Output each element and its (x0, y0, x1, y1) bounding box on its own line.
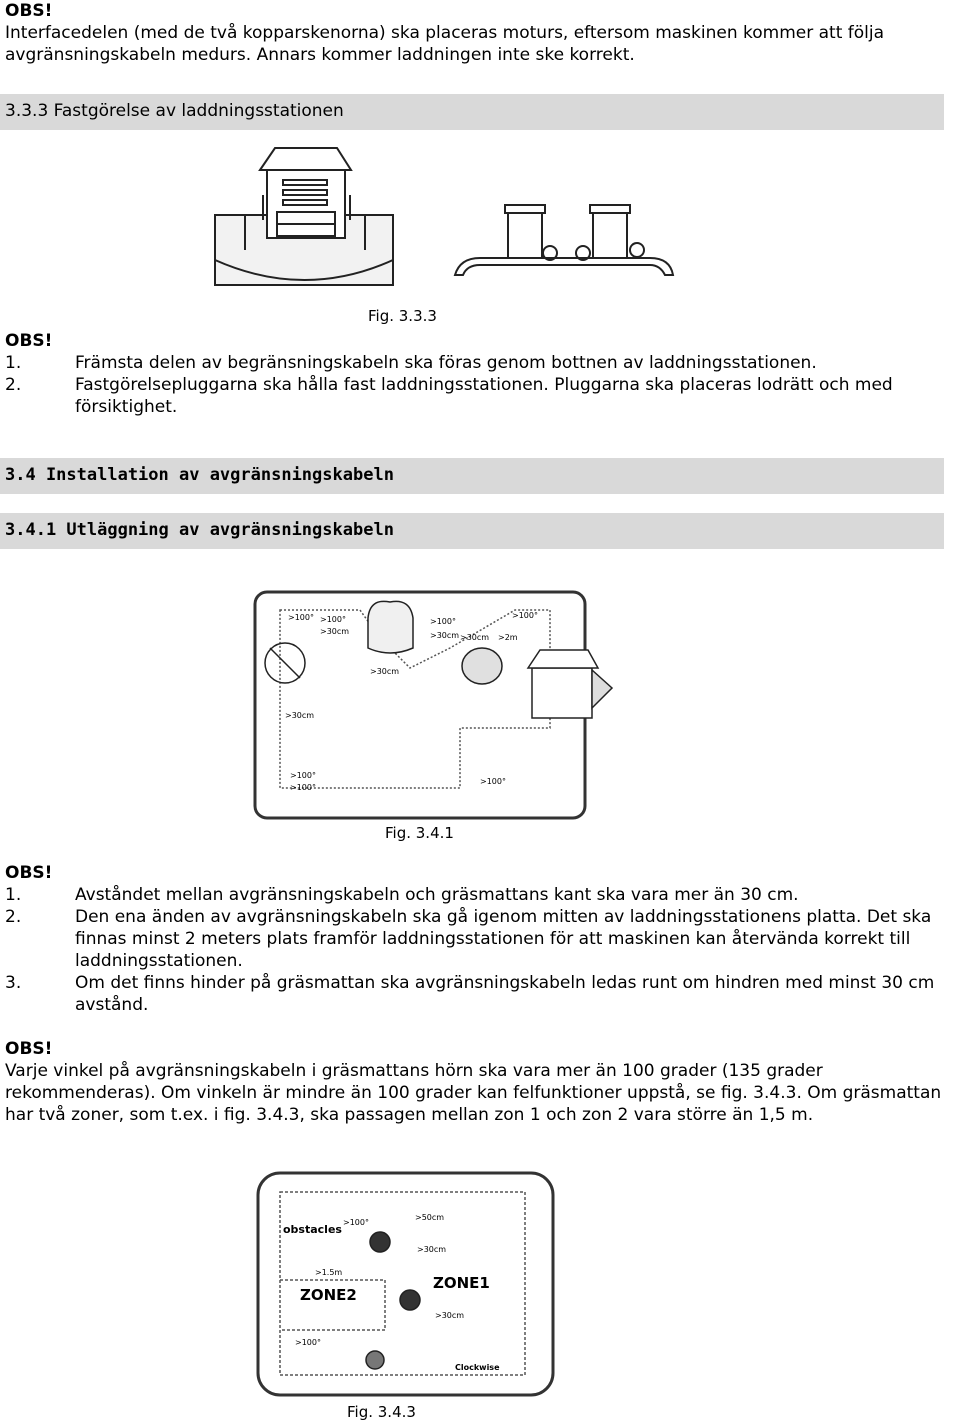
obs-heading-top: OBS! (5, 1, 53, 21)
fig-333-caption: Fig. 3.3.3 (368, 307, 437, 325)
obs-angle-text: Varje vinkel på avgränsningskabeln i gräsmattans hörn ska vara mer än 100 grader (135 grader rekommenderas). Om vinkeln är mindre än 100 grader kan felfunktioner uppstå, se fig. 3.4.3. Om gräsmattan har två zoner, som t.ex. i fig. 3.4.3, ska passagen mellan zon 1 och zon 2 vara större än 1,5 m. (5, 1061, 942, 1125)
label-angle: >100° (290, 771, 316, 780)
section-bar-34 (0, 458, 944, 494)
label-distance: >30cm (320, 627, 350, 636)
fig-341-caption: Fig. 3.4.1 (385, 824, 454, 842)
station-side-view-drawing (455, 205, 673, 275)
label-distance: >30cm (370, 667, 400, 676)
label-angle: >100° (512, 611, 538, 620)
label-angle: >100° (288, 613, 314, 622)
label-angle: >100° (343, 1218, 369, 1227)
label-zone2: ZONE2 (300, 1286, 357, 1304)
top-note-text: Interfacedelen (med de två kopparskenorna) ska placeras moturs, eftersom maskinen kommer att följa avgränsningskabeln medurs. Annars kommer laddningen inte ske korrekt. (5, 23, 885, 65)
section-bar-333 (0, 94, 944, 130)
label-zone1: ZONE1 (433, 1274, 490, 1292)
list-item-text: Fastgörelsepluggarna ska hålla fast laddningsstationen. Pluggarna ska placeras lodrätt och med försiktighet. (75, 375, 893, 417)
obs-list-341 (5, 884, 955, 1016)
label-angle: >100° (320, 615, 346, 624)
list-item-number: 3. (5, 973, 22, 993)
list-item (5, 972, 955, 1016)
label-distance: >30cm (435, 1311, 465, 1320)
list-item-number: 2. (5, 375, 22, 395)
label-angle: >100° (430, 617, 456, 626)
obs-list-333 (5, 352, 955, 418)
label-distance: >30cm (460, 633, 490, 642)
list-item-number: 1. (5, 353, 22, 373)
label-distance: >30cm (417, 1245, 447, 1254)
label-distance: >50cm (415, 1213, 445, 1222)
label-angle: >100° (290, 783, 316, 792)
obs-heading-341: OBS! (5, 863, 53, 883)
obs-heading-333: OBS! (5, 331, 53, 351)
label-angle: >100° (480, 777, 506, 786)
label-distance: >30cm (285, 711, 315, 720)
section-title-341: 3.4.1 Utläggning av avgränsningskabeln (5, 520, 394, 540)
list-item-text: Om det finns hinder på gräsmattan ska avgränsningskabeln ledas runt om hindren med minst 30 cm avstånd. (75, 973, 935, 1015)
label-angle: >100° (295, 1338, 321, 1347)
label-distance: >1.5m (315, 1268, 343, 1277)
fig-343-caption: Fig. 3.4.3 (347, 1403, 416, 1421)
section-title-333: 3.3.3 Fastgörelse av laddningsstationen (5, 101, 344, 121)
section-title-34: 3.4 Installation av avgränsningskabeln (5, 465, 394, 485)
list-item (5, 374, 955, 418)
section-bar-341 (0, 513, 944, 549)
label-clockwise: Clockwise (455, 1363, 500, 1372)
list-item (5, 906, 955, 972)
obs-heading-angle: OBS! (5, 1039, 53, 1059)
list-item-number: 2. (5, 907, 22, 927)
list-item-text: Främsta delen av begränsningskabeln ska föras genom bottnen av laddningsstationen. (75, 353, 817, 373)
list-item-text: Avståndet mellan avgränsningskabeln och gräsmattans kant ska vara mer än 30 cm. (75, 885, 799, 905)
list-item-text: Den ena änden av avgränsningskabeln ska gå igenom mitten av laddningsstationens platta. Det ska finnas minst 2 meters plats framför laddningsstationen för att maskinen kan återvända korrekt till laddningsstationen. (75, 907, 932, 971)
figure-341-illustration (250, 588, 620, 824)
label-distance: >30cm (430, 631, 460, 640)
list-item (5, 884, 955, 906)
figure-333-illustration (205, 140, 685, 290)
list-item-number: 1. (5, 885, 22, 905)
label-distance: >2m (498, 633, 518, 642)
charging-station-drawing (215, 148, 393, 285)
figure-343-illustration (255, 1170, 560, 1400)
list-item (5, 352, 955, 374)
label-obstacles: obstacles (283, 1223, 342, 1236)
